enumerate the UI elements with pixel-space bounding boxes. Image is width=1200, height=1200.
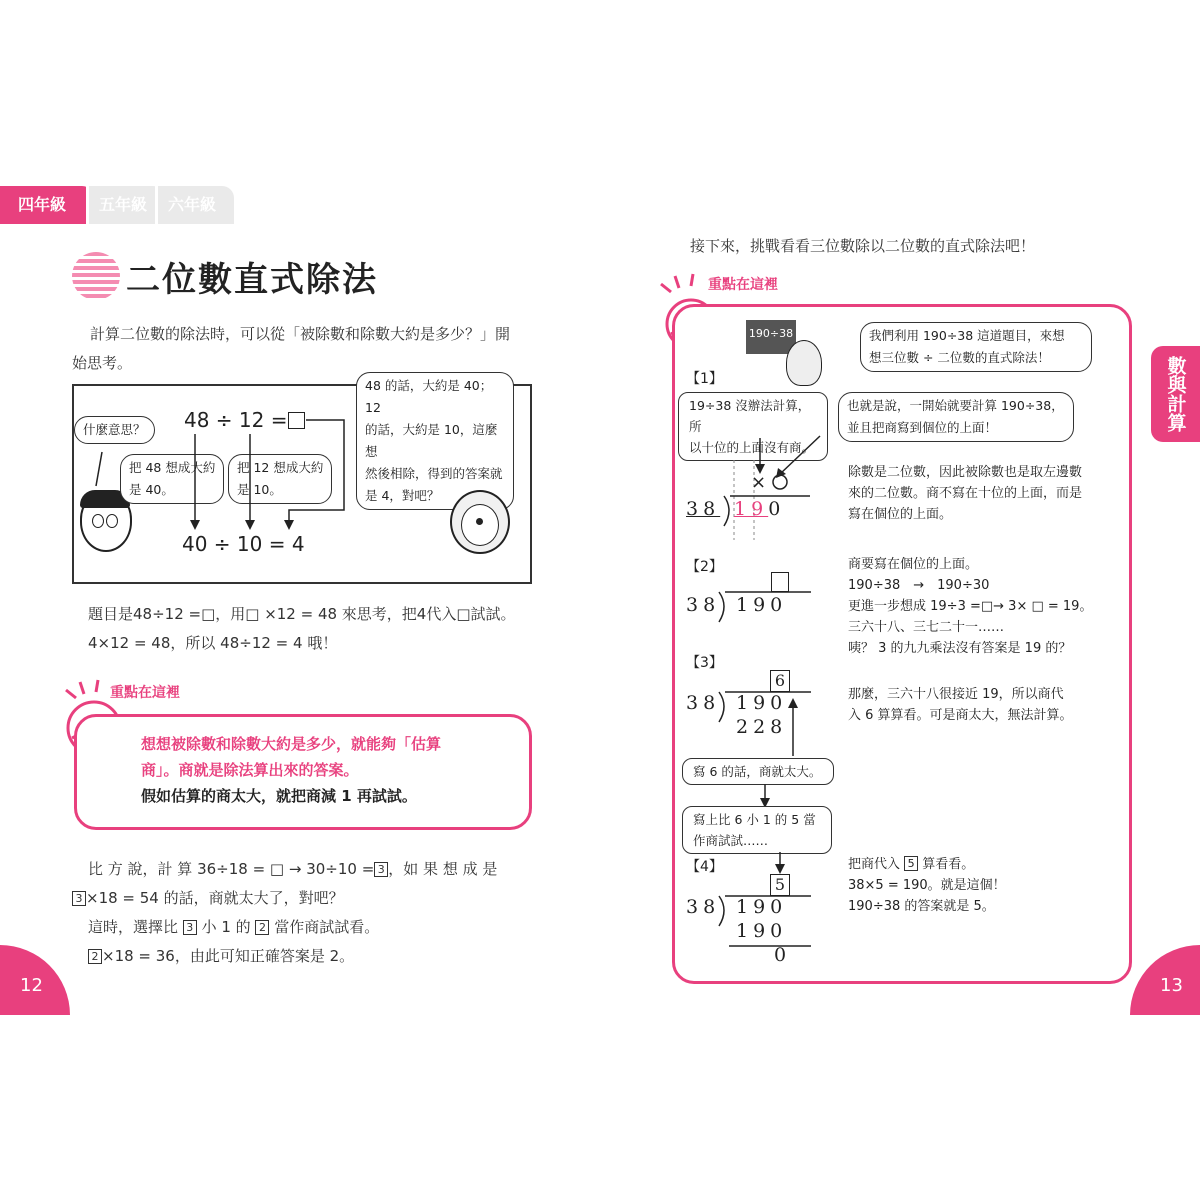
step-4-label: 【4】 (686, 859, 723, 875)
step-4-remainder: 0 (774, 944, 792, 966)
tab-grade-5[interactable]: 五年級 (86, 186, 165, 224)
side-tab-number-calculation[interactable]: 數與計算 (1151, 346, 1200, 442)
example-line-1: 比 方 說，計 算 36÷18 = □ → 30÷10 = 3 ，如 果 想 成 是 (88, 860, 498, 878)
step-3-product: 228 (736, 716, 788, 738)
hint-bubble-48: 把 48 想成大約 是 40。 (120, 454, 224, 504)
right-intro: 接下來，挑戰看看三位數除以二位數的直式除法吧！ (690, 237, 1036, 255)
arrow-head-box (284, 520, 294, 530)
question-bubble: 什麼意思？ (74, 416, 155, 444)
step-4-dividend: 190 (736, 896, 788, 918)
key-point-text: 想想被除數和除數大約是多少，就能夠「估算 商」。商就是除法算出來的答案。 假如估算的商太大，就把商減 1 再試試。 (141, 735, 442, 805)
step-1-dividend: 190 (734, 498, 786, 520)
step-1-text: 除數是二位數，因此被除數也是取左邊數 來的二位數。商不寫在十位的上面，而是 寫在個位的上面。 (848, 465, 1083, 522)
doraemon-bubble: 48 的話，大約是 40；12 的話，大約是 10，這麼想 然後相除，得到的答案就 是 4，對吧？ (356, 372, 514, 510)
step-1-x-mark: × (751, 472, 767, 493)
explanation-line-2: 4×12 = 48，所以 48÷12 = 4 哦！ (88, 634, 338, 652)
page-title: 二位數直式除法 (126, 260, 378, 300)
example-line-2: 3 ×18 = 54 的話，商就太大了，對吧？ (72, 884, 538, 913)
hint-bubble-12: 把 12 想成大約 是 10。 (228, 454, 332, 504)
step-1-label: 【1】 (686, 371, 723, 387)
key-point-label-right: 重點在這裡 (708, 277, 778, 293)
arrow-box (289, 420, 344, 526)
tab-grade-4[interactable]: 四年級 (0, 186, 94, 224)
step-3-divisor: 38 (686, 692, 721, 714)
arrow-head-48 (190, 520, 200, 530)
doraemon-right-bubble: 我們利用 190÷38 這道題目，來想 想三位數 ÷ 二位數的直式除法！ (860, 322, 1092, 372)
step-3-quotient: 6 (770, 670, 790, 692)
key-point-box (74, 714, 532, 830)
bubble-tail (96, 452, 102, 486)
step-3-note-try-5: 寫上比 6 小 1 的 5 當 作商試試…… (682, 806, 832, 854)
doraemon-icon (450, 490, 510, 554)
step-3-dividend: 190 (736, 692, 788, 714)
example-line-3: 這時，選擇比 3 小 1 的 2 當作商試試看。 (88, 918, 380, 936)
step-2-label: 【2】 (686, 559, 723, 575)
explanation-paragraph (88, 600, 538, 658)
page-number-right: 13 (1130, 945, 1200, 1015)
example-line-4: 2 ×18 = 36，由此可知正確答案是 2。 (88, 942, 538, 971)
step-2-divisor: 38 (686, 594, 721, 616)
example-paragraph (75, 855, 538, 971)
step-4-divisor: 38 (686, 896, 721, 918)
step-1-divisor: 38 (686, 498, 721, 520)
intro-paragraph (72, 320, 552, 378)
doraemon-small-icon (786, 340, 822, 386)
step-2-dividend: 190 (736, 594, 788, 616)
step-4-text: 把商代入 5 算看看。 38×5 = 190。就是這個！ 190÷38 的答案就是 5。 (848, 857, 1006, 914)
blackboard: 190÷38 (746, 320, 796, 354)
step-4-product: 190 (736, 920, 788, 942)
key-point-label: 重點在這裡 (110, 685, 180, 701)
intro-line-1: 計算二位數的除法時，可以從「被除數和除數大約是多少？」開 (90, 325, 511, 343)
step-2-quotient-box (771, 572, 789, 592)
title-stripe-icon (72, 252, 120, 300)
step-1-note: 19÷38 沒辦法計算，所 以十位的上面沒有商。 (678, 392, 828, 461)
step-1-bubble: 也就是說，一開始就要計算 190÷38， 並且把商寫到個位的上面！ (838, 392, 1074, 442)
step-3-label: 【3】 (686, 655, 723, 671)
arrow-head-12 (245, 520, 255, 530)
step-4-quotient: 5 (770, 874, 790, 896)
equation-bottom: 40 ÷ 10 = 4 (182, 532, 305, 556)
step-2-text: 商要寫在個位的上面。 190÷38 → 190÷30 更進一步想成 19÷3 =□→ 3× □ = 19。 三六十八、三七二十一…… 咦？ 3 的九九乘法沒有答案是 19 的？ (848, 557, 1093, 656)
page-number-left: 12 (0, 945, 70, 1015)
step-3-text: 那麼，三六十八很接近 19，所以商代 入 6 算算看。可是商太大，無法計算。 (848, 687, 1073, 723)
intro-line-2: 始思考。 (72, 354, 133, 372)
example-illustration (72, 378, 532, 584)
step-3-note-too-big: 寫 6 的話，商就太大。 (682, 758, 834, 785)
explanation-line-1: 題目是48÷12 =□，用□ ×12 = 48 來思考，把4代入□試試。 (88, 605, 516, 623)
equation-top: 48 ÷ 12 = (184, 408, 305, 432)
tab-grade-6[interactable]: 六年級 (155, 186, 234, 224)
